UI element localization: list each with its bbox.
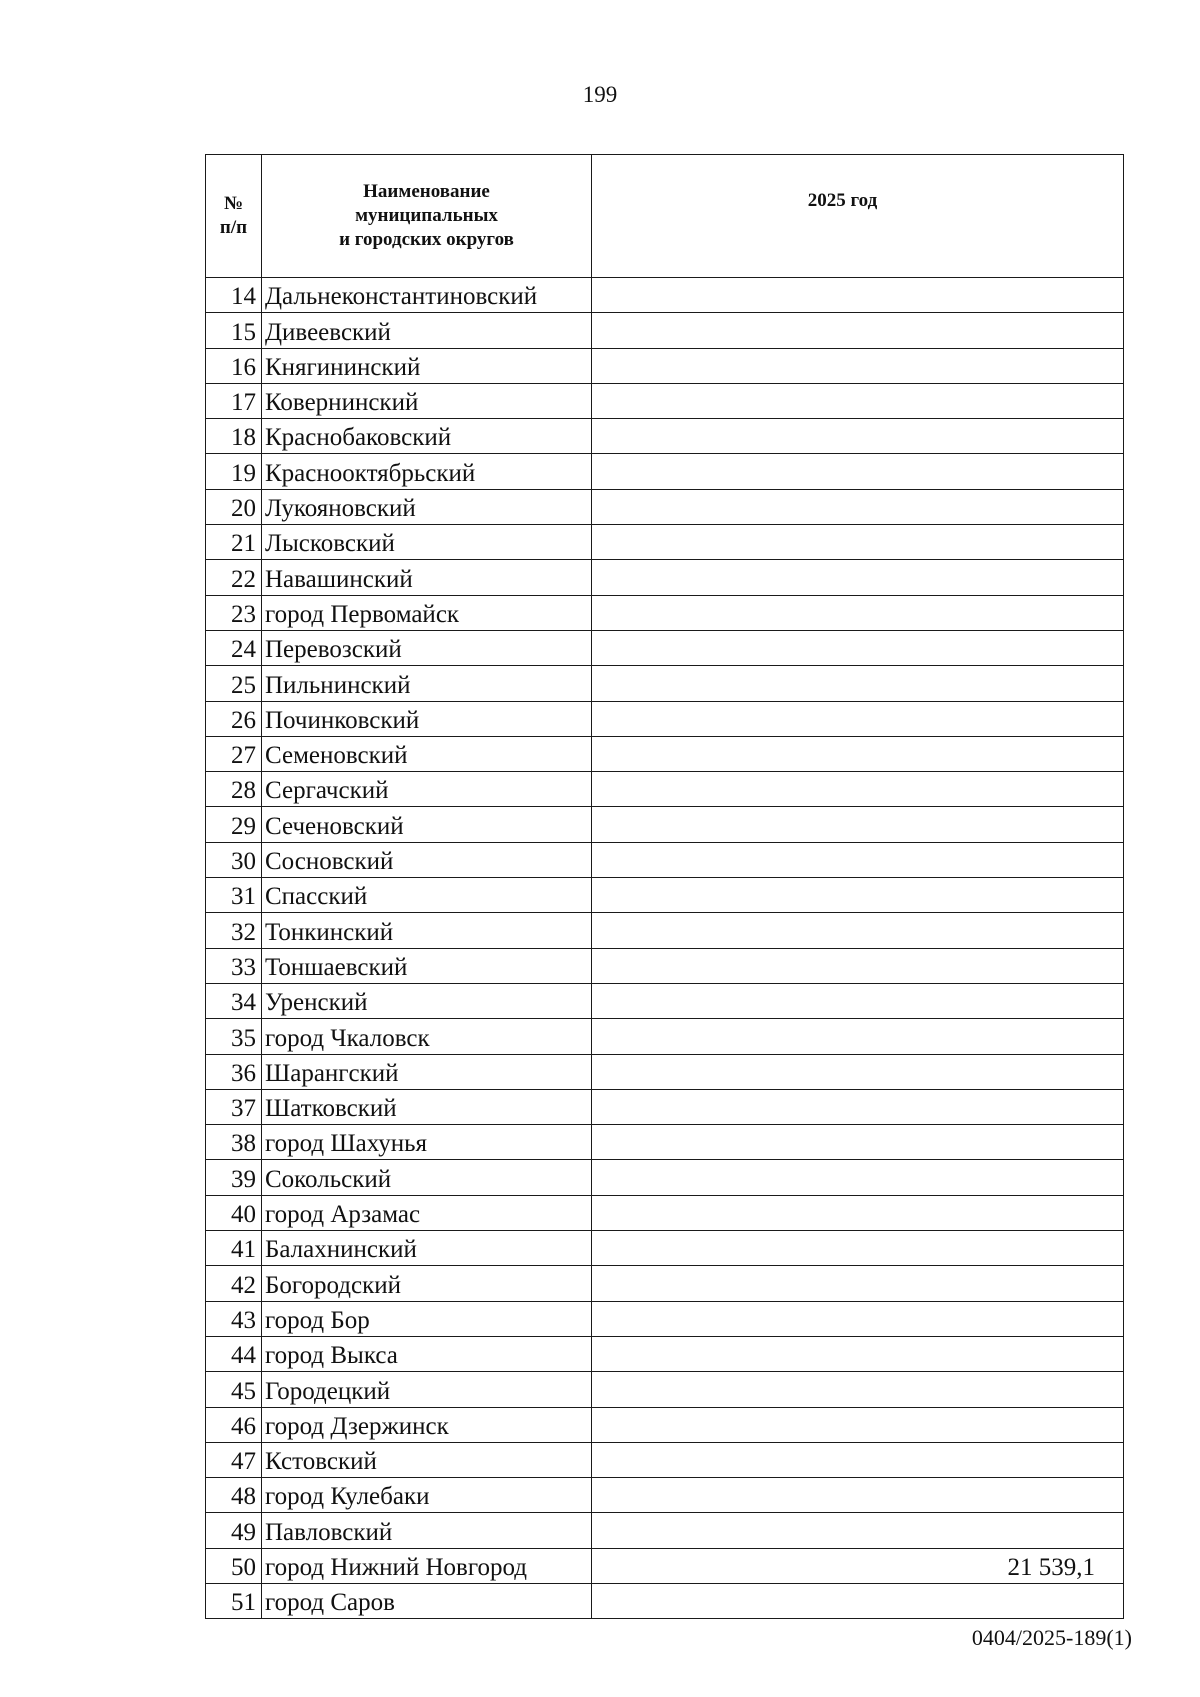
table-row <box>206 842 1124 877</box>
district-name: Лысковский <box>262 525 592 560</box>
district-name: Шарангский <box>262 1054 592 1089</box>
year-2025-value <box>592 525 1124 560</box>
table-row <box>206 313 1124 348</box>
row-number: 36 <box>206 1054 262 1089</box>
district-name: Балахнинский <box>262 1231 592 1266</box>
table-row <box>206 772 1124 807</box>
table-row <box>206 948 1124 983</box>
table-row <box>206 489 1124 524</box>
table-row <box>206 1054 1124 1089</box>
year-2025-value <box>592 383 1124 418</box>
row-number: 15 <box>206 313 262 348</box>
table-row <box>206 1266 1124 1301</box>
table-row <box>206 878 1124 913</box>
row-number: 34 <box>206 983 262 1018</box>
row-number: 50 <box>206 1548 262 1583</box>
header-num: № п/п <box>206 155 262 278</box>
year-2025-value <box>592 1336 1124 1371</box>
year-2025-value <box>592 454 1124 489</box>
row-number: 51 <box>206 1583 262 1618</box>
year-2025-value <box>592 1442 1124 1477</box>
district-name: Ковернинский <box>262 383 592 418</box>
district-name: город Первомайск <box>262 595 592 630</box>
district-name: Краснобаковский <box>262 419 592 454</box>
year-2025-value <box>592 878 1124 913</box>
row-number: 45 <box>206 1372 262 1407</box>
row-number: 17 <box>206 383 262 418</box>
district-name: город Шахунья <box>262 1125 592 1160</box>
row-number: 19 <box>206 454 262 489</box>
district-name: Кстовский <box>262 1442 592 1477</box>
district-name: Сосновский <box>262 842 592 877</box>
year-2025-value <box>592 948 1124 983</box>
district-name: Перевозский <box>262 630 592 665</box>
year-2025-value <box>592 842 1124 877</box>
district-name: Навашинский <box>262 560 592 595</box>
table-row <box>206 666 1124 701</box>
allocation-table <box>205 154 1124 1619</box>
district-name: город Арзамас <box>262 1195 592 1230</box>
district-name: Краснооктябрьский <box>262 454 592 489</box>
row-number: 24 <box>206 630 262 665</box>
year-2025-value <box>592 348 1124 383</box>
row-number: 44 <box>206 1336 262 1371</box>
allocation-table-wrapper <box>205 154 1123 1619</box>
row-number: 21 <box>206 525 262 560</box>
row-number: 27 <box>206 736 262 771</box>
district-name: Дальнеконстантиновский <box>262 278 592 313</box>
table-row <box>206 1125 1124 1160</box>
year-2025-value <box>592 1231 1124 1266</box>
header-name: Наименование муниципальных и городских округов <box>262 155 592 278</box>
row-number: 26 <box>206 701 262 736</box>
year-2025-value <box>592 1478 1124 1513</box>
table-row <box>206 278 1124 313</box>
year-2025-value <box>592 983 1124 1018</box>
district-name: Сокольский <box>262 1160 592 1195</box>
year-2025-value: 21 539,1 <box>592 1548 1124 1583</box>
table-row <box>206 1336 1124 1371</box>
row-number: 35 <box>206 1019 262 1054</box>
district-name: город Бор <box>262 1301 592 1336</box>
year-2025-value <box>592 736 1124 771</box>
row-number: 23 <box>206 595 262 630</box>
year-2025-value <box>592 1089 1124 1124</box>
row-number: 31 <box>206 878 262 913</box>
year-2025-value <box>592 1195 1124 1230</box>
year-2025-value <box>592 278 1124 313</box>
row-number: 30 <box>206 842 262 877</box>
year-2025-value <box>592 1019 1124 1054</box>
district-name: Богородский <box>262 1266 592 1301</box>
year-2025-value <box>592 419 1124 454</box>
district-name: Княгининский <box>262 348 592 383</box>
table-row <box>206 1301 1124 1336</box>
table-row <box>206 1442 1124 1477</box>
district-name: город Нижний Новгород <box>262 1548 592 1583</box>
table-row <box>206 630 1124 665</box>
table-row <box>206 1478 1124 1513</box>
table-row <box>206 419 1124 454</box>
year-2025-value <box>592 1301 1124 1336</box>
table-row <box>206 1548 1124 1583</box>
district-name: Починковский <box>262 701 592 736</box>
year-2025-value <box>592 1125 1124 1160</box>
table-row <box>206 560 1124 595</box>
table-row <box>206 1407 1124 1442</box>
row-number: 28 <box>206 772 262 807</box>
table-row <box>206 1513 1124 1548</box>
table-row <box>206 983 1124 1018</box>
row-number: 47 <box>206 1442 262 1477</box>
table-row <box>206 454 1124 489</box>
row-number: 37 <box>206 1089 262 1124</box>
year-2025-value <box>592 701 1124 736</box>
table-row <box>206 1019 1124 1054</box>
district-name: Тоншаевский <box>262 948 592 983</box>
district-name: Уренский <box>262 983 592 1018</box>
table-row <box>206 595 1124 630</box>
year-2025-value <box>592 630 1124 665</box>
row-number: 14 <box>206 278 262 313</box>
row-number: 41 <box>206 1231 262 1266</box>
district-name: город Чкаловск <box>262 1019 592 1054</box>
table-row <box>206 348 1124 383</box>
row-number: 16 <box>206 348 262 383</box>
year-2025-value <box>592 1407 1124 1442</box>
year-2025-value <box>592 1513 1124 1548</box>
table-row <box>206 1089 1124 1124</box>
table-row <box>206 701 1124 736</box>
year-2025-value <box>592 489 1124 524</box>
row-number: 20 <box>206 489 262 524</box>
table-row <box>206 1160 1124 1195</box>
year-2025-value <box>592 1054 1124 1089</box>
row-number: 42 <box>206 1266 262 1301</box>
document-code: 0404/2025-189(1) <box>971 1625 1132 1650</box>
year-2025-value <box>592 1266 1124 1301</box>
district-name: Сеченовский <box>262 807 592 842</box>
district-name: Сергачский <box>262 772 592 807</box>
district-name: город Саров <box>262 1583 592 1618</box>
year-2025-value <box>592 595 1124 630</box>
district-name: город Дзержинск <box>262 1407 592 1442</box>
row-number: 39 <box>206 1160 262 1195</box>
table-row <box>206 1372 1124 1407</box>
row-number: 29 <box>206 807 262 842</box>
district-name: Павловский <box>262 1513 592 1548</box>
district-name: Тонкинский <box>262 913 592 948</box>
table-row <box>206 807 1124 842</box>
row-number: 40 <box>206 1195 262 1230</box>
table-row <box>206 736 1124 771</box>
row-number: 46 <box>206 1407 262 1442</box>
district-name: Лукояновский <box>262 489 592 524</box>
row-number: 22 <box>206 560 262 595</box>
district-name: Семеновский <box>262 736 592 771</box>
table-row <box>206 1583 1124 1618</box>
year-2025-value <box>592 560 1124 595</box>
row-number: 49 <box>206 1513 262 1548</box>
district-name: Дивеевский <box>262 313 592 348</box>
year-2025-value <box>592 807 1124 842</box>
year-2025-value <box>592 313 1124 348</box>
table-header-row <box>206 155 1124 278</box>
row-number: 18 <box>206 419 262 454</box>
page-number: 199 <box>582 82 618 107</box>
row-number: 25 <box>206 666 262 701</box>
district-name: Спасский <box>262 878 592 913</box>
year-2025-value <box>592 913 1124 948</box>
year-2025-value <box>592 1372 1124 1407</box>
table-row <box>206 383 1124 418</box>
year-2025-value <box>592 666 1124 701</box>
year-2025-value <box>592 1160 1124 1195</box>
table-row <box>206 1195 1124 1230</box>
table-row <box>206 913 1124 948</box>
row-number: 33 <box>206 948 262 983</box>
row-number: 32 <box>206 913 262 948</box>
district-name: Городецкий <box>262 1372 592 1407</box>
year-2025-value <box>592 772 1124 807</box>
table-row <box>206 1231 1124 1266</box>
row-number: 38 <box>206 1125 262 1160</box>
district-name: Шатковский <box>262 1089 592 1124</box>
table-body <box>206 278 1124 1619</box>
row-number: 43 <box>206 1301 262 1336</box>
header-year: 2025 год <box>592 155 1124 278</box>
year-2025-value <box>592 1583 1124 1618</box>
district-name: город Выкса <box>262 1336 592 1371</box>
district-name: Пильнинский <box>262 666 592 701</box>
row-number: 48 <box>206 1478 262 1513</box>
district-name: город Кулебаки <box>262 1478 592 1513</box>
table-row <box>206 525 1124 560</box>
